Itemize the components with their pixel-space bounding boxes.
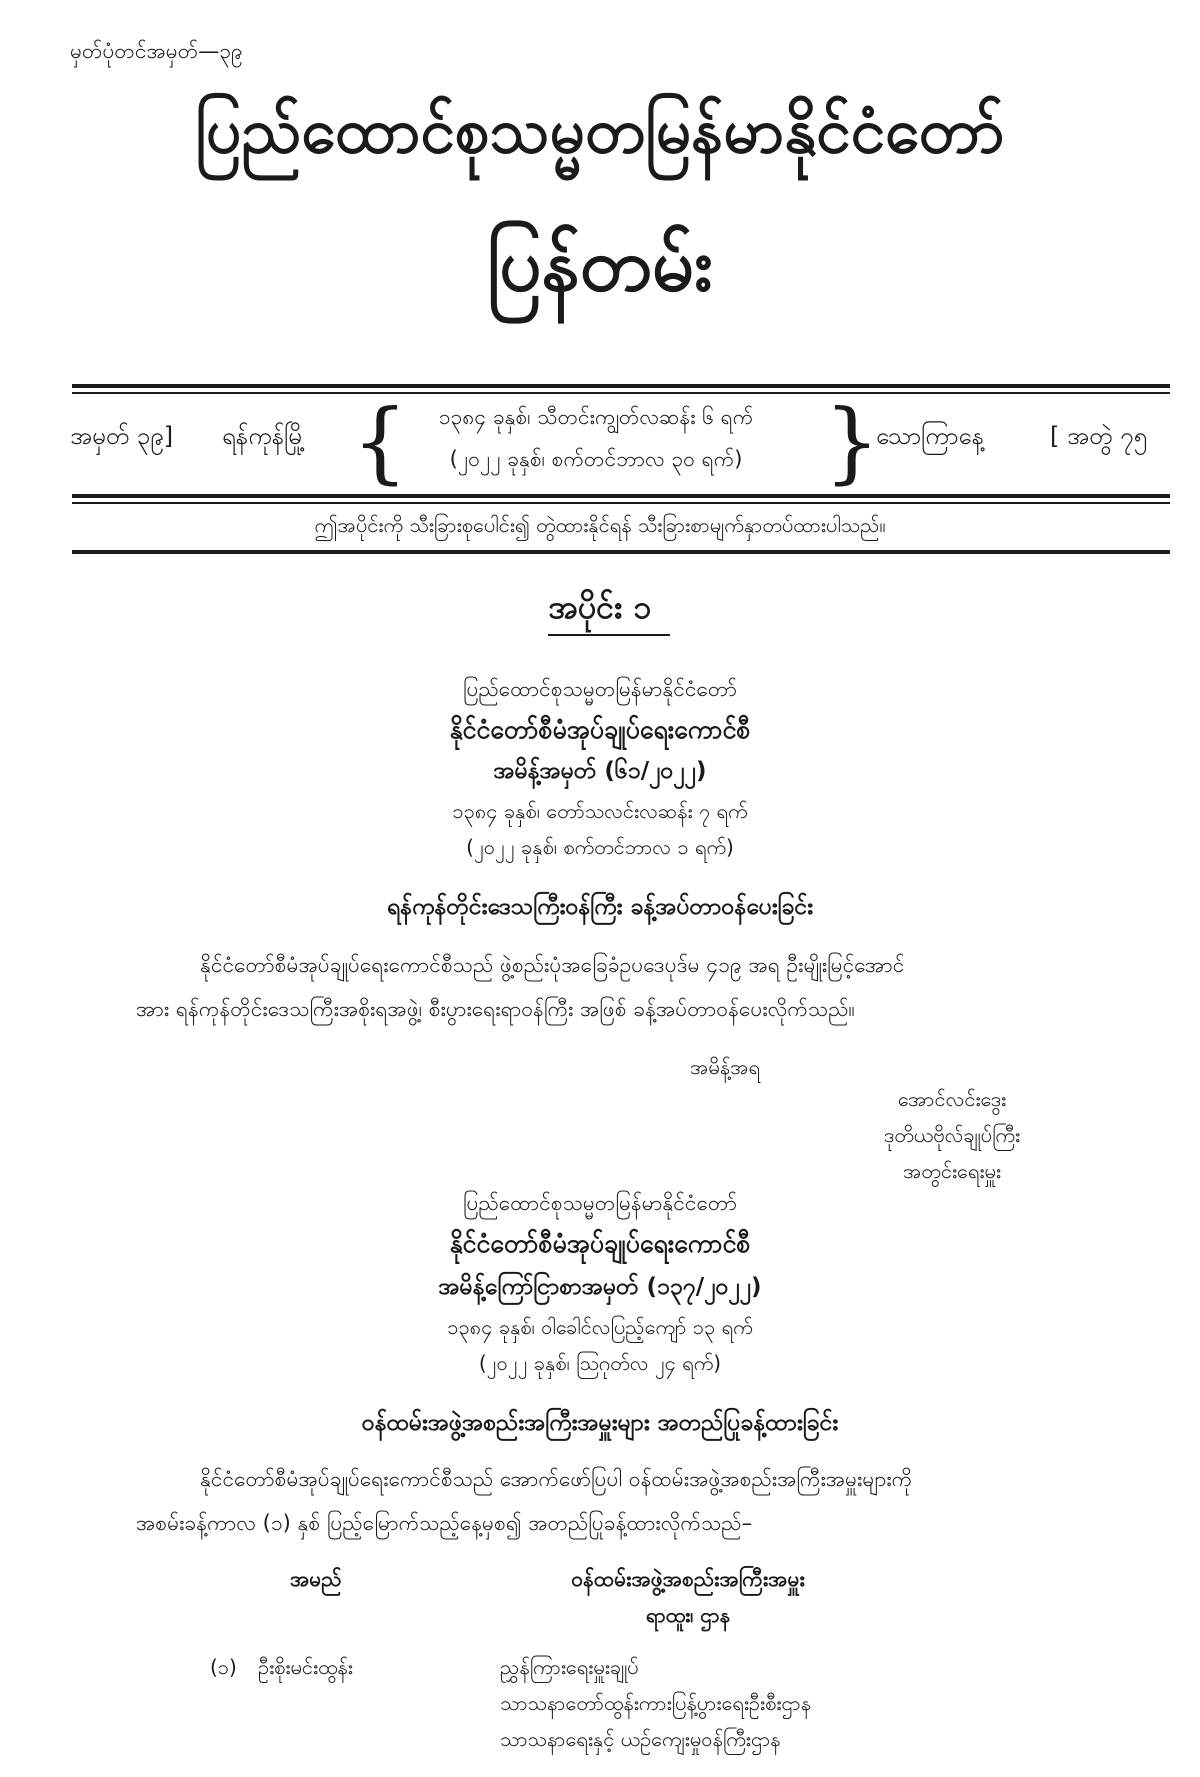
binding-notice: ဤအပိုင်းကို သီးခြားစုပေါင်း၍ တွဲထားနိုင်ရန် သီးခြားစာမျက်နှာတပ်ထားပါသည်။ <box>314 513 886 537</box>
order2-date-myanmar: ၁၃၈၄ ခုနှစ်၊ ဝါခေါင်လပြည့်ကျော် ၁၃ ရက် <box>447 1315 753 1339</box>
order2-date-gregorian: (၂၀၂၂ ခုနှစ်၊ ဩဂုတ်လ ၂၄ ရက်) <box>478 1351 722 1375</box>
gazette-title: ပြည်ထောင်စုသမ္မတမြန်မာနိုင်ငံတော် <box>195 94 1005 167</box>
masthead-bottom-rule <box>72 494 1170 498</box>
order2-subject: ဝန်ထမ်းအဖွဲ့အစည်းအကြီးအမှူးများ အတည်ပြုခန့်ထားခြင်း <box>361 1410 839 1436</box>
order1-subject: ရန်ကုန်တိုင်းဒေသကြီးဝန်ကြီး ခန့်အပ်တာဝန်ပေးခြင်း <box>386 894 814 920</box>
issue-number: အမှတ် ၃၉] <box>70 422 174 450</box>
order1-number: အမိန့်အမှတ် (၆၁/၂၀၂၂) <box>493 758 707 784</box>
masthead-bottom-rule-thin <box>72 502 1170 504</box>
volume-number: [ အတွဲ ၇၅ <box>1050 422 1148 450</box>
order1-date-myanmar: ၁၃၈၄ ခုနှစ်၊ တော်သလင်းလဆန်း ၇ ရက် <box>452 799 748 823</box>
gazette-subtitle: ပြန်တမ်း <box>486 222 714 308</box>
notice-rule <box>72 550 1170 554</box>
part-title: အပိုင်း ၁ <box>548 588 652 626</box>
order1-by-order: အမိန့်အရ <box>690 1055 760 1079</box>
order1-date-gregorian: (၂၀၂၂ ခုနှစ်၊ စက်တင်ဘာလ ၁ ရက်) <box>466 835 734 859</box>
table-row-number: (၁) <box>210 1655 237 1679</box>
masthead-top-rule <box>72 384 1170 388</box>
order2-number: အမိန့်ကြော်ငြာစာအမှတ် (၁၃၇/၂၀၂၂) <box>438 1274 762 1300</box>
table-row-position-2: သာသနာတော်ထွန်းကားပြန့်ပွားရေးဦးစီးဌာန <box>500 1691 812 1715</box>
order1-country: ပြည်ထောင်စုသမ္မတမြန်မာနိုင်ငံတော် <box>462 677 737 701</box>
part-title-underline <box>548 634 670 636</box>
order1-council: နိုင်ငံတော်စီမံအုပ်ချုပ်ရေးကောင်စီ <box>449 715 751 744</box>
masthead-top-rule-thin <box>72 392 1170 394</box>
order2-council: နိုင်ငံတော်စီမံအုပ်ချုပ်ရေးကောင်စီ <box>449 1229 751 1258</box>
table-header-position: ဝန်ထမ်းအဖွဲ့အစည်းအကြီးအမှူး <box>571 1567 805 1591</box>
order2-country: ပြည်ထောင်စုသမ္မတမြန်မာနိုင်ငံတော် <box>462 1191 737 1215</box>
order1-body-line1: နိုင်ငံတော်စီမံအုပ်ချုပ်ရေးကောင်စီသည် ဖွဲ့စည်းပုံအခြေခံဥပဒေပုဒ်မ ၄၁၉ အရ ဦးမျိုးမြင့်အောင် <box>200 953 905 977</box>
left-brace-glyph: { <box>352 390 408 493</box>
order1-signer-name: အောင်လင်းဒွေး <box>897 1087 1007 1111</box>
table-row-name: ဦးစိုးမင်းထွန်း <box>258 1655 353 1679</box>
date-myanmar: ၁၃၈၄ ခုနှစ်၊ သီတင်းကျွတ်လဆန်း ၆ ရက် <box>438 405 754 429</box>
series-label: မှတ်ပုံတင်အမှတ်—၃၉ <box>70 39 243 63</box>
order2-body-line1: နိုင်ငံတော်စီမံအုပ်ချုပ်ရေးကောင်စီသည် အောက်ဖော်ပြပါ ဝန်ထမ်းအဖွဲ့အစည်းအကြီးအမှူးများကို <box>200 1467 913 1491</box>
right-brace-glyph: } <box>824 390 880 493</box>
date-gregorian: (၂၀၂၂ ခုနှစ်၊ စက်တင်ဘာလ ၃၀ ရက်) <box>449 447 743 471</box>
order1-signer-title: ဒုတိယဗိုလ်ချုပ်ကြီး <box>883 1123 1021 1147</box>
table-row-position-3: သာသနာရေးနှင့် ယဉ်ကျေးမှုဝန်ကြီးဌာန <box>500 1727 781 1751</box>
table-header-position-sub: ရာထူး၊ ဌာန <box>646 1603 730 1627</box>
table-row-position-1: ညွှန်ကြားရေးမှူးချုပ် <box>500 1655 639 1679</box>
table-header-name: အမည် <box>290 1567 342 1591</box>
order2-body-line2: အစမ်းခန့်ကာလ (၁) နှစ် ပြည့်မြောက်သည့်နေ့မှစ၍ အတည်ပြုခန့်ထားလိုက်သည်– <box>136 1511 753 1535</box>
city-name: ရန်ကုန်မြို့ <box>222 422 306 450</box>
weekday: သောကြာနေ့ <box>876 422 984 450</box>
order1-signer-role: အတွင်းရေးမှူး <box>903 1159 1001 1183</box>
order1-body-line2: အား ရန်ကုန်တိုင်းဒေသကြီးအစိုးရအဖွဲ့၊ စီးပွားရေးရာဝန်ကြီး အဖြစ် ခန့်အပ်တာဝန်ပေးလိုက်သည်။ <box>136 997 855 1021</box>
